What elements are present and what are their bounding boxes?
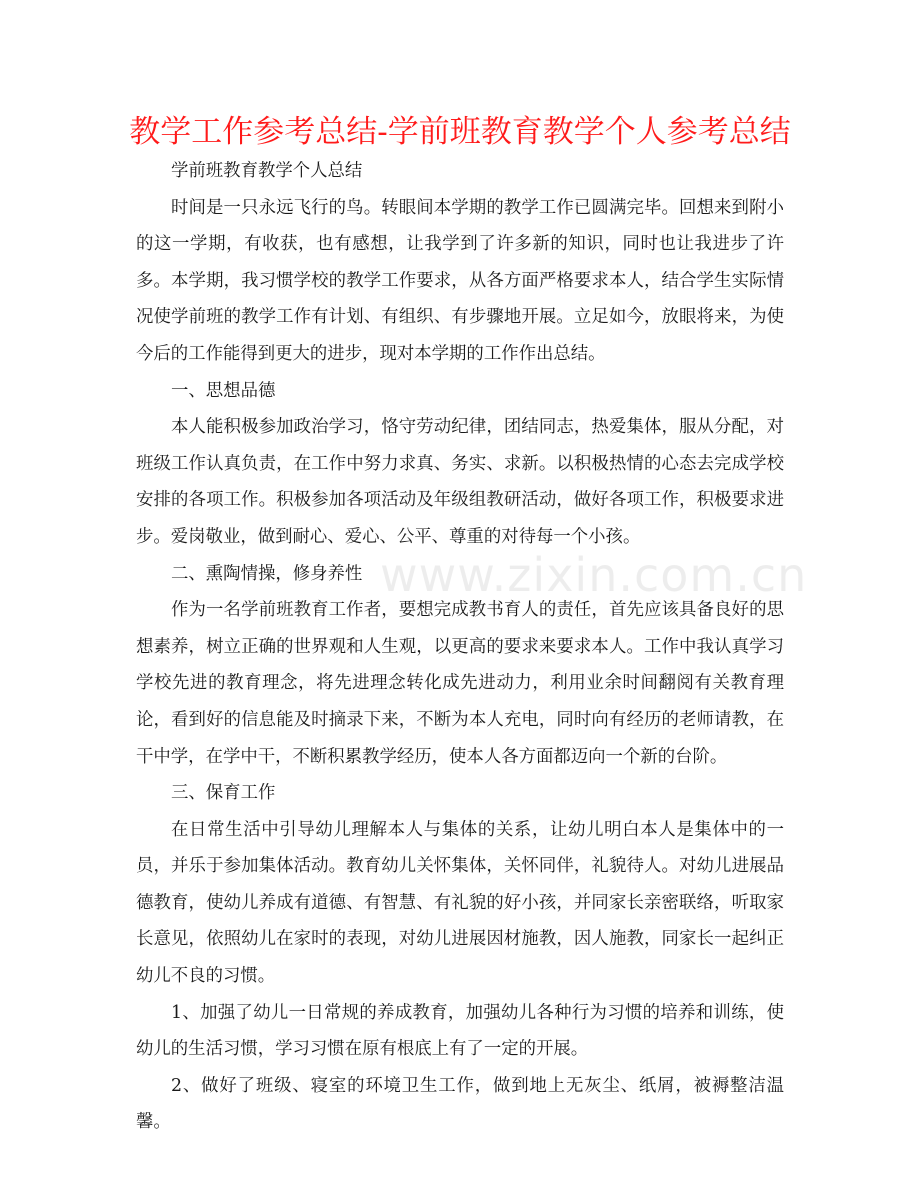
- watermark: www.zixin.com.cn: [380, 548, 808, 602]
- document-title: 教学工作参考总结-学前班教育教学个人参考总结: [129, 114, 791, 150]
- document-body: [136, 153, 784, 1141]
- list-item-hygiene: 2、做好了班级、寝室的环境卫生工作，做到地上无灰尘、纸屑，被褥整洁温馨。: [136, 1075, 784, 1133]
- section-paragraph-morality: 本人能积极参加政治学习，恪守劳动纪律，团结同志，热爱集体，服从分配，对班级工作认真负责，在工作中努力求真、务实、求新。以积极热情的心态去完成学校安排的各项工作。积极参加各项活动及年级组教研活动，做好各项工作，积极要求进步。爱岗敬业，做到耐心、爱心、公平、尊重的对待每一个小孩。: [136, 417, 784, 547]
- section-heading-morality: 一、思想品德: [171, 380, 276, 401]
- list-item-routine: 1、加强了幼儿一日常规的养成教育，加强幼儿各种行为习惯的培养和训练，使幼儿的生活习惯，学习习惯在原有根底上有了一定的开展。: [136, 1002, 784, 1060]
- section-heading-childcare: 三、保育工作: [171, 783, 276, 804]
- section-paragraph-childcare: 在日常生活中引导幼儿理解本人与集体的关系，让幼儿明白本人是集体中的一员，并乐于参加集体活动。教育幼儿关怀集体，关怀同伴，礼貌待人。对幼儿进展品德教育，使幼儿养成有道德、有智慧、有礼貌的好小孩，并同家长亲密联络，听取家长意见，依照幼儿在家时的表现，对幼儿进展因材施教，因人施教，同家长一起纠正幼儿不良的习惯。: [136, 819, 784, 987]
- intro-paragraph: 时间是一只永远飞行的鸟。转眼间本学期的教学工作已圆满完毕。回想来到附小的这一学期，有收获，也有感想，让我学到了许多新的知识，同时也让我进步了许多。本学期，我习惯学校的教学工作要求，从各方面严格要求本人，结合学生实际情况使学前班的教学工作有计划、有组织、有步骤地开展。立足如今，放眼将来，为使今后的工作能得到更大的进步，现对本学期的工作作出总结。: [136, 197, 784, 364]
- section-paragraph-cultivation: 作为一名学前班教育工作者，要想完成教书育人的责任，首先应该具备良好的思想素养，树立正确的世界观和人生观，以更高的要求来要求本人。工作中我认真学习学校先进的教育理念，将先进理念转化成先进动力，利用业余时间翻阅有关教育理论，看到好的信息能及时摘录下来，不断为本人充电，同时向有经历的老师请教，在干中学，在学中干，不断积累教学经历，使本人各方面都迈向一个新的台阶。: [136, 600, 784, 767]
- document-subtitle: 学前班教育教学个人总结: [171, 161, 363, 181]
- section-heading-cultivation: 二、熏陶情操，修身养性: [171, 563, 363, 584]
